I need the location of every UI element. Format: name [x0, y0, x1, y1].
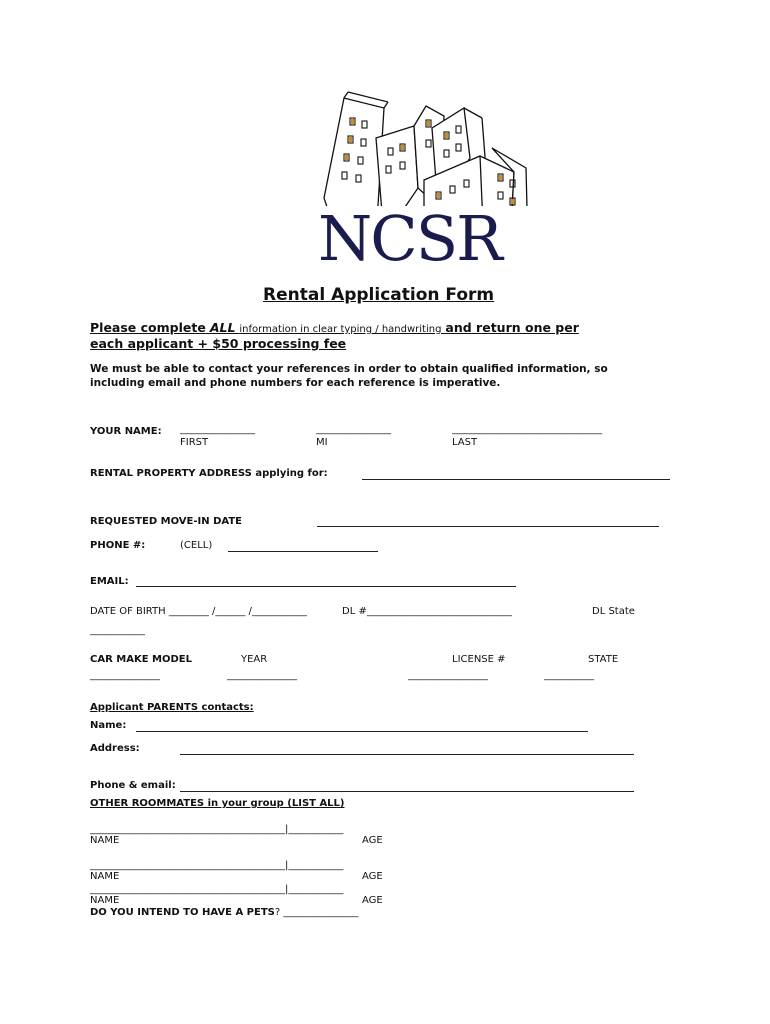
roommate-2-name-caption: NAME [90, 871, 120, 882]
roommate-1-name-caption: NAME [90, 835, 120, 846]
rental-address-label: RENTAL PROPERTY ADDRESS applying for: [90, 468, 328, 479]
dl-state-field[interactable]: ___________ [90, 625, 145, 636]
parent-name-field[interactable] [136, 731, 588, 732]
roommate-3-field[interactable]: _______________________________________|___________ [90, 884, 344, 895]
pets-row [90, 907, 358, 918]
phone-label: PHONE #: [90, 540, 146, 551]
dl-number-field[interactable]: DL #_____________________________ [342, 606, 512, 617]
form-title: Rental Application Form [263, 285, 495, 305]
last-name-field[interactable]: ______________________________ [452, 424, 602, 435]
license-field[interactable]: ________________ [408, 670, 488, 681]
parents-heading: Applicant PARENTS contacts: [90, 702, 254, 713]
car-year-field[interactable]: ______________ [227, 670, 297, 681]
logo-text: NCSR [318, 202, 501, 264]
intro-part-4: and return one per [445, 320, 579, 335]
notice-line-1: We must be able to contact your references in order to obtain qualified information, so [90, 363, 608, 375]
dl-state-label: DL State [592, 606, 635, 617]
intro-part-2: ALL [209, 320, 236, 335]
car-state-label: STATE [588, 654, 619, 665]
pets-label: DO YOU INTEND TO HAVE A PETS [90, 907, 275, 918]
parent-phone-email-label: Phone & email: [90, 780, 176, 791]
move-in-field[interactable] [317, 526, 659, 527]
roommate-2-age-caption: AGE [362, 871, 383, 882]
your-name-label: YOUR NAME: [90, 426, 162, 437]
pets-field[interactable]: ? _______________ [274, 907, 359, 918]
parent-phone-email-field[interactable] [180, 791, 634, 792]
notice-line-2: including email and phone numbers for each reference is imperative. [90, 377, 501, 389]
parent-address-label: Address: [90, 743, 140, 754]
roommate-1-age-caption: AGE [362, 835, 383, 846]
car-make-field[interactable]: ______________ [90, 670, 160, 681]
car-make-label: CAR MAKE MODEL [90, 654, 192, 665]
cell-label: (CELL) [180, 540, 213, 551]
email-label: EMAIL: [90, 576, 129, 587]
mi-caption: MI [316, 437, 328, 448]
rental-address-field[interactable] [362, 479, 670, 480]
date-of-birth-field[interactable]: DATE OF BIRTH ________ /______ /___________ [90, 606, 307, 617]
intro-line-1 [90, 320, 579, 335]
email-field[interactable] [136, 586, 516, 587]
roommate-2-field[interactable]: _______________________________________|___________ [90, 860, 344, 871]
middle-initial-field[interactable]: _______________ [316, 424, 391, 435]
car-state-field[interactable]: __________ [544, 670, 594, 681]
roommate-1-field[interactable]: _______________________________________|___________ [90, 824, 344, 835]
first-caption: FIRST [180, 437, 209, 448]
intro-line-2: each applicant + $50 processing fee [90, 336, 347, 351]
roommate-3-age-caption: AGE [362, 895, 383, 906]
intro-part-1: Please complete [90, 320, 206, 335]
first-name-field[interactable]: _______________ [180, 424, 255, 435]
intro-part-3: information in clear typing / handwriting [239, 324, 442, 335]
phone-field[interactable] [228, 551, 378, 552]
move-in-label: REQUESTED MOVE-IN DATE [90, 516, 243, 527]
license-label: LICENSE # [452, 654, 506, 665]
last-caption: LAST [452, 437, 478, 448]
roommates-heading: OTHER ROOMMATES in your group (LIST ALL) [90, 798, 345, 809]
roommate-3-name-caption: NAME [90, 895, 120, 906]
ncsr-logo [314, 88, 546, 264]
car-year-label: YEAR [241, 654, 268, 665]
parent-address-field[interactable] [180, 754, 634, 755]
parent-name-label: Name: [90, 720, 127, 731]
